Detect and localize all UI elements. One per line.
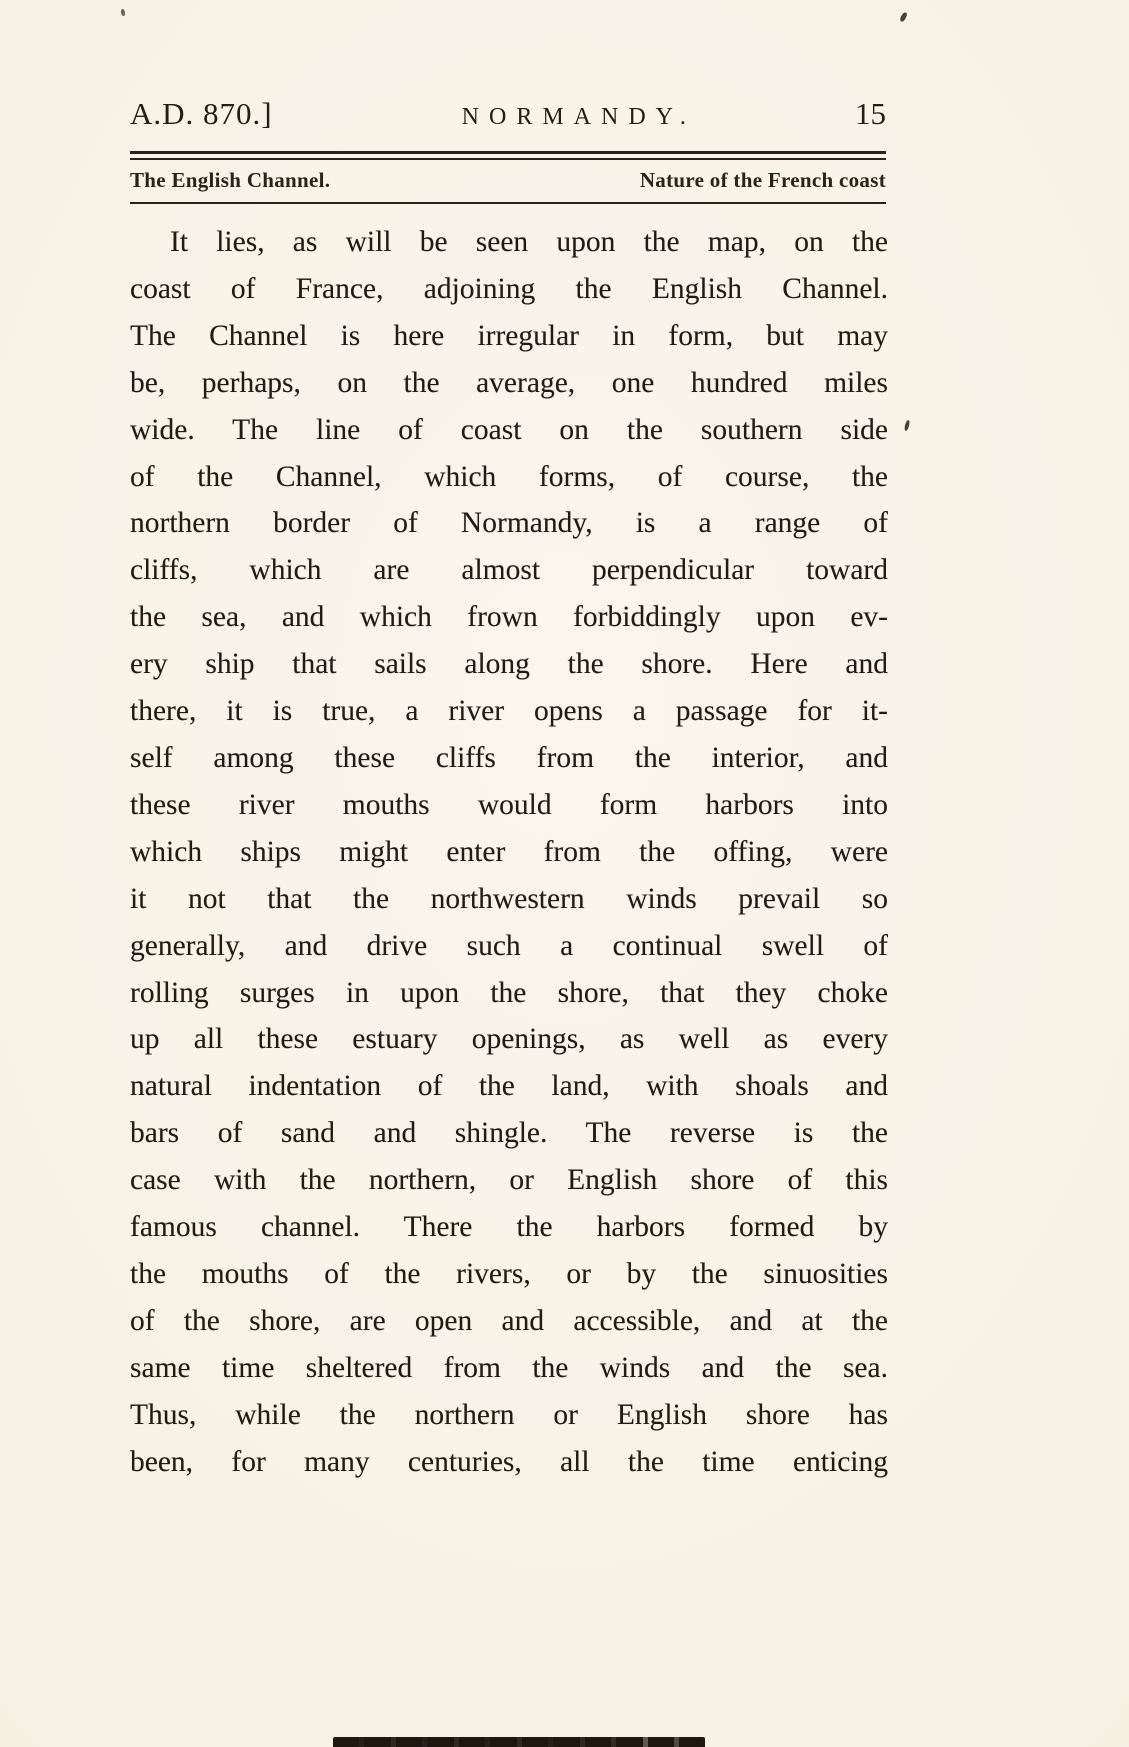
- scan-artifact: [120, 9, 126, 17]
- text-line: there, it is true, a river opens a passage for it-: [130, 695, 888, 728]
- page-number: 15: [854, 96, 886, 131]
- text-line: natural indentation of the land, with shoals and: [130, 1070, 888, 1103]
- single-rule: [130, 202, 886, 204]
- text-line: self among these cliffs from the interior, and: [130, 741, 888, 774]
- text-line: The Channel is here irregular in form, but may: [130, 319, 888, 352]
- text-line: ery ship that sails along the shore. Here and: [130, 648, 888, 681]
- text-line: same time sheltered from the winds and the sea.: [130, 1351, 888, 1384]
- subheader-left: The English Channel.: [130, 168, 331, 192]
- text-line: bars of sand and shingle. The reverse is the: [130, 1117, 888, 1150]
- text-line: up all these estuary openings, as well as every: [130, 1023, 888, 1056]
- text-line: of the shore, are open and accessible, and at the: [130, 1304, 888, 1337]
- running-header: [130, 96, 886, 132]
- text-line: the sea, and which frown forbiddingly upon ev-: [130, 601, 888, 634]
- text-line: Thus, while the northern or English shore has: [130, 1398, 888, 1431]
- text-line: cliffs, which are almost perpendicular toward: [130, 554, 888, 587]
- section-subheader: [130, 168, 886, 193]
- text-line: been, for many centuries, all the time enticing: [130, 1445, 888, 1478]
- text-line: northern border of Normandy, is a range of: [130, 507, 888, 540]
- text-line: which ships might enter from the offing, were: [130, 835, 888, 868]
- text-line: generally, and drive such a continual swell of: [130, 929, 888, 962]
- text-line: it not that the northwestern winds prevail so: [130, 882, 888, 915]
- text-line: case with the northern, or English shore of this: [130, 1164, 888, 1197]
- text-line: famous channel. There the harbors formed by: [130, 1211, 888, 1244]
- text-line: these river mouths would form harbors into: [130, 788, 888, 821]
- subheader-right: Nature of the French coast: [639, 168, 886, 192]
- double-rule: [130, 151, 886, 160]
- scan-artifact: [904, 420, 910, 432]
- text-line: be, perhaps, on the average, one hundred miles: [130, 366, 888, 399]
- text-line: rolling surges in upon the shore, that they choke: [130, 976, 888, 1009]
- text-line: wide. The line of coast on the southern side: [130, 413, 888, 446]
- text-line: It lies, as will be seen upon the map, on the: [170, 226, 888, 258]
- header-date: A.D. 870.]: [130, 96, 273, 131]
- scan-artifact: [899, 11, 908, 22]
- body-text: [130, 219, 888, 1485]
- header-title: NORMANDY.: [461, 104, 696, 130]
- cutoff-text-fragment: [333, 1737, 705, 1747]
- text-line: of the Channel, which forms, of course, the: [130, 460, 888, 493]
- text-line: the mouths of the rivers, or by the sinuosities: [130, 1257, 888, 1290]
- text-line: coast of France, adjoining the English Channel.: [130, 272, 888, 305]
